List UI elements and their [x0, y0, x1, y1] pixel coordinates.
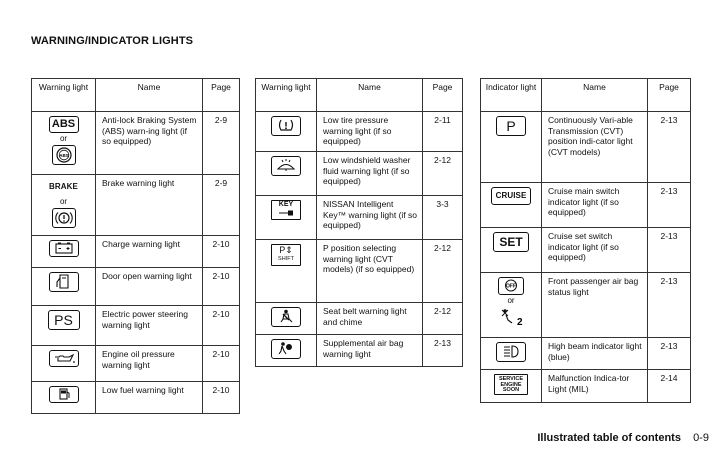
table-row: BRAKE or Brake warning light 2-9 [32, 175, 240, 236]
table-row: Seat belt warning light and chime 2-12 [256, 303, 463, 335]
set-icon: SET [481, 228, 542, 273]
airbag-icon [256, 335, 317, 367]
header-warning-light: Warning light [256, 79, 317, 112]
table-row: ABS or ABS Anti-lock Braking System (ABS) warn-ing light (if so equipped) 2-9 [32, 112, 240, 175]
table-row: Low fuel warning light 2-10 [32, 382, 240, 414]
table-row: SERVICE ENGINE SOON Malfunction Indica-tor Light (MIL) 2-14 [481, 370, 691, 403]
header-page: Page [203, 79, 240, 112]
service-engine-soon-icon: SERVICE ENGINE SOON [481, 370, 542, 403]
table-row: SET Cruise set switch indicator light (if so equipped) 2-13 [481, 228, 691, 273]
p-shift-icon: P⇕ SHIFT [256, 240, 317, 303]
header-name: Name [317, 79, 423, 112]
table-row: P Continuously Vari-able Transmission (CVT) position indi-cator light (CVT models) 2-13 [481, 112, 691, 183]
table-row: KEY NISSAN Intelligent Key™ warning light (if so equipped) 3-3 [256, 196, 463, 240]
table-row: High beam indicator light (blue) 2-13 [481, 338, 691, 370]
high-beam-icon [481, 338, 542, 370]
svg-text:OFF: OFF [506, 283, 516, 290]
page-title: WARNING/INDICATOR LIGHTS [31, 35, 194, 47]
table-row: Engine oil pressure warning light 2-10 [32, 346, 240, 382]
battery-icon [32, 236, 96, 268]
svg-text:2: 2 [517, 317, 523, 327]
table-row: P⇕ SHIFT P position selecting warning light (CVT models) (if so equipped) 2-12 [256, 240, 463, 303]
table-row: PS Electric power steering warning light 2-10 [32, 306, 240, 346]
cvt-position-icon: P [481, 112, 542, 183]
seat-belt-icon [256, 303, 317, 335]
section-name: Illustrated table of contents [537, 432, 681, 444]
key-icon: KEY [256, 196, 317, 240]
header-indicator-light: Indicator light [481, 79, 542, 112]
header-warning-light: Warning light [32, 79, 96, 112]
table-row: Low windshield washer fluid warning light (if so equipped) 2-12 [256, 152, 463, 196]
table-row: CRUISE Cruise main switch indicator light (if so equipped) 2-13 [481, 183, 691, 228]
table-row: OFF or 2 Front passenger air bag status light 2-13 [481, 273, 691, 338]
indicator-lights-table [480, 78, 691, 403]
page-number: 0-9 [693, 432, 709, 444]
header-name: Name [96, 79, 203, 112]
passenger-airbag-status-icon: OFF or 2 [481, 273, 542, 338]
warning-lights-table-2 [255, 78, 463, 367]
table-row: Supplemental air bag warning light 2-13 [256, 335, 463, 367]
oil-can-icon [32, 346, 96, 382]
brake-icon: BRAKE or [32, 175, 96, 236]
table-row: Low tire pressure warning light (if so equipped) 2-11 [256, 112, 463, 152]
abs-icon: ABS or ABS [32, 112, 96, 175]
cruise-icon: CRUISE [481, 183, 542, 228]
table-row: Door open warning light 2-10 [32, 268, 240, 306]
svg-text:ABS: ABS [58, 152, 69, 158]
power-steering-icon: PS [32, 306, 96, 346]
fuel-pump-icon [32, 382, 96, 414]
warning-lights-table-1 [31, 78, 240, 414]
door-open-icon [32, 268, 96, 306]
page-footer [537, 432, 709, 444]
tire-pressure-icon [256, 112, 317, 152]
header-page: Page [648, 79, 691, 112]
header-name: Name [542, 79, 648, 112]
washer-fluid-icon [256, 152, 317, 196]
table-row: Charge warning light 2-10 [32, 236, 240, 268]
header-page: Page [423, 79, 463, 112]
